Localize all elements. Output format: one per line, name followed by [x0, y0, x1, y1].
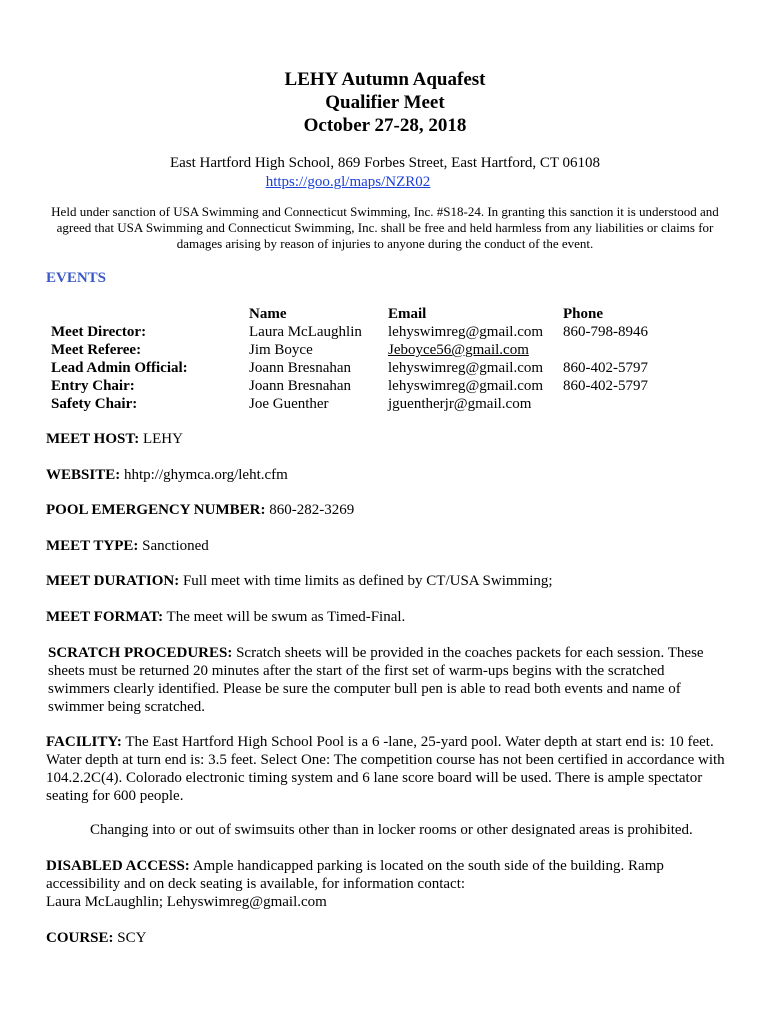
disabled-access [46, 857, 686, 893]
name-column [249, 305, 389, 413]
official-email: jguentherjr@gmail.com [388, 396, 532, 412]
official-name: Joann Bresnahan [249, 378, 352, 394]
official-email: lehyswimreg@gmail.com [388, 324, 544, 340]
emergency-label: POOL EMERGENCY NUMBER: [46, 502, 266, 518]
official-email-link[interactable]: Jeboyce56@gmail.com [388, 342, 529, 358]
role-column [51, 305, 251, 413]
meet-host-value: LEHY [139, 431, 183, 447]
course [46, 929, 726, 947]
meet-duration-label: MEET DURATION: [46, 573, 180, 589]
official-phone [563, 341, 673, 359]
meet-format [46, 608, 726, 626]
disabled-access-label: DISABLED ACCESS: [46, 858, 190, 874]
phone-header: Phone [563, 306, 604, 322]
map-link[interactable]: https://goo.gl/maps/NZR02 [265, 174, 431, 190]
official-email: lehyswimreg@gmail.com [388, 360, 544, 376]
facility-value: The East Hartford High School Pool is a 6 -lane, 25-yard pool. Water depth at start end is: 10 feet. Water depth at turn end is: 3.5 feet. Select One: The competition course has not been certified in accordance with 104.2.2C(4). Colorado electronic timing system and 6 lane score board will be used. There is ample spectator seating for 600 people. [46, 734, 725, 804]
scratch-label: SCRATCH PROCEDURES: [48, 645, 233, 661]
meet-duration [46, 572, 726, 590]
changing-notice: Changing into or out of swimsuits other than in locker rooms or other designated areas is prohibited. [90, 822, 693, 838]
meet-type [46, 537, 726, 555]
facility [46, 733, 726, 805]
venue-address: East Hartford High School, 869 Forbes Street, East Hartford, CT 06108 [169, 155, 601, 171]
course-value: SCY [113, 930, 147, 946]
meet-title [0, 68, 770, 137]
meet-format-label: MEET FORMAT: [46, 609, 164, 625]
email-header: Email [388, 306, 427, 322]
official-name: Laura McLaughlin [249, 324, 362, 340]
official-phone: 860-402-5797 [563, 378, 648, 394]
scratch-procedures [48, 644, 720, 716]
course-label: COURSE: [46, 930, 114, 946]
meet-type-label: MEET TYPE: [46, 538, 139, 554]
meet-duration-value: Full meet with time limits as defined by CT/USA Swimming; [179, 573, 553, 589]
official-phone: 860-402-5797 [563, 360, 648, 376]
disabled-access-contact: Laura McLaughlin; Lehyswimreg@gmail.com [46, 894, 327, 910]
title-line-2: Qualifier Meet [325, 92, 445, 113]
facility-label: FACILITY: [46, 734, 122, 750]
events-link[interactable]: EVENTS [46, 270, 107, 286]
website-label: WEBSITE: [46, 467, 121, 483]
meet-format-value: The meet will be swum as Timed-Final. [163, 609, 406, 625]
official-email: lehyswimreg@gmail.com [388, 378, 544, 394]
meet-host [46, 430, 726, 448]
role-lead-admin: Lead Admin Official: [51, 360, 188, 376]
email-column [388, 305, 563, 413]
phone-column [563, 305, 673, 413]
official-name: Joann Bresnahan [249, 360, 352, 376]
role-meet-director: Meet Director: [51, 324, 147, 340]
meet-type-value: Sanctioned [138, 538, 209, 554]
role-entry-chair: Entry Chair: [51, 378, 135, 394]
website [46, 466, 726, 484]
name-header: Name [249, 306, 287, 322]
website-value: hhtp://ghymca.org/leht.cfm [120, 467, 288, 483]
pool-emergency-number [46, 501, 726, 519]
title-line-1: LEHY Autumn Aquafest [284, 69, 486, 90]
meet-host-label: MEET HOST: [46, 431, 140, 447]
official-name: Joe Guenther [249, 396, 329, 412]
official-phone: 860-798-8946 [563, 324, 648, 340]
official-phone [563, 395, 673, 413]
title-line-3: October 27-28, 2018 [303, 115, 467, 136]
disabled-access-value: Ample handicapped parking is located on the south side of the building. Ramp accessibility and on deck seating is available, for information contact: [46, 858, 664, 892]
scratch-value: Scratch sheets will be provided in the coaches packets for each session. These sheets must be returned 20 minutes after the start of the first set of warm-ups begins with the scratched swimmers clearly identified. Please be sure the computer bull pen is able to read both events and name of swimmer being scratched. [48, 645, 704, 715]
role-meet-referee: Meet Referee: [51, 342, 142, 358]
role-safety-chair: Safety Chair: [51, 396, 138, 412]
sanction-statement: Held under sanction of USA Swimming and Connecticut Swimming, Inc. #S18-24. In granting this sanction it is understood and agreed that USA Swimming and Connecticut Swimming, Inc. shall be free and held harmless from any liabilities or claims for damages arising by reason of injuries to anyone during the conduct of the event. [51, 204, 719, 251]
official-name: Jim Boyce [249, 342, 313, 358]
emergency-value: 860-282-3269 [265, 502, 355, 518]
